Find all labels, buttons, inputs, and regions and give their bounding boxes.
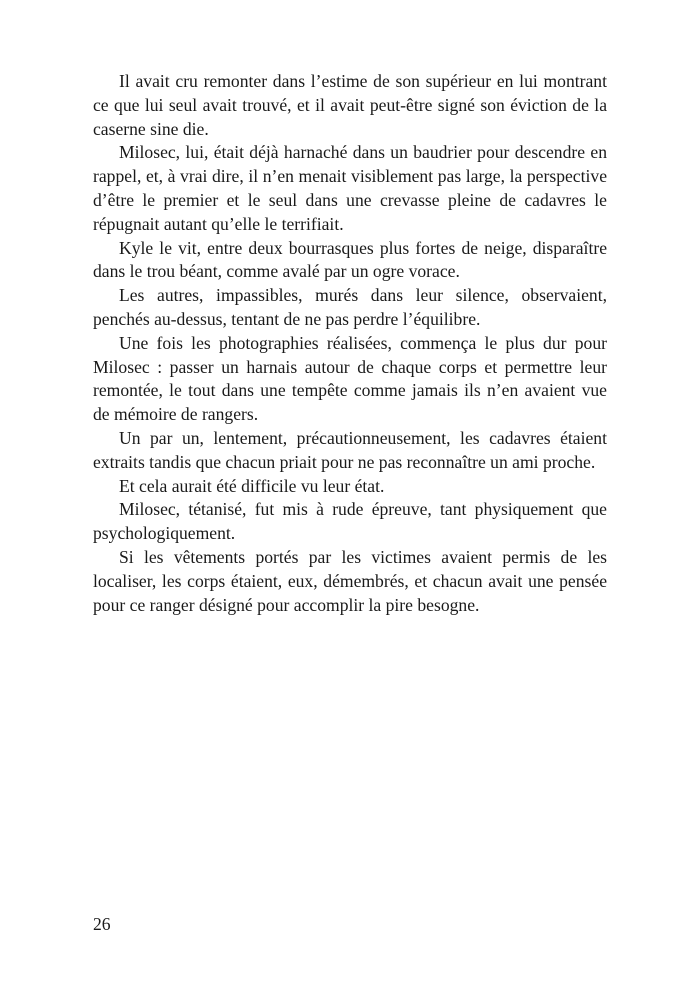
paragraph: Il avait cru remonter dans l’estime de son supérieur en lui montrant ce que lui seul avait trouvé, et il avait peut-être signé son éviction de la caserne sine die.	[93, 71, 607, 139]
body-text	[93, 70, 607, 617]
paragraph: Si les vêtements portés par les victimes avaient permis de les localiser, les corps étaient, eux, démembrés, et chacun avait une pensée pour ce ranger désigné pour accomplir la pire besogne.	[93, 546, 607, 615]
paragraph: Milosec, lui, était déjà harnaché dans un baudrier pour descendre en rappel, et, à vrai dire, il n’en menait visiblement pas large, la perspective d’être le premier et le seul dans une crevasse pleine de cadavres le répugnait autant qu’elle le terrifiait.	[93, 142, 607, 234]
paragraph: Les autres, impassibles, murés dans leur silence, observaient, penchés au-dessus, tentant de ne pas perdre l’équilibre.	[93, 285, 607, 329]
paragraph: Une fois les photographies réalisées, commença le plus dur pour Milosec : passer un harnais autour de chaque corps et permettre leur remontée, le tout dans une tempête comme jamais ils n’en avaient vue de mémoire de rangers.	[93, 332, 607, 425]
paragraph: Et cela aurait été difficile vu leur état.	[119, 475, 385, 496]
page-number: 26	[93, 914, 111, 934]
paragraph: Kyle le vit, entre deux bourrasques plus fortes de neige, disparaître dans le trou béant, comme avalé par un ogre vorace.	[93, 237, 607, 282]
paragraph: Milosec, tétanisé, fut mis à rude épreuve, tant physiquement que psychologiquement.	[93, 499, 607, 544]
paragraph: Un par un, lentement, précautionneusement, les cadavres étaient extraits tandis que chacun priait pour ne pas reconnaître un ami proche.	[93, 427, 607, 472]
